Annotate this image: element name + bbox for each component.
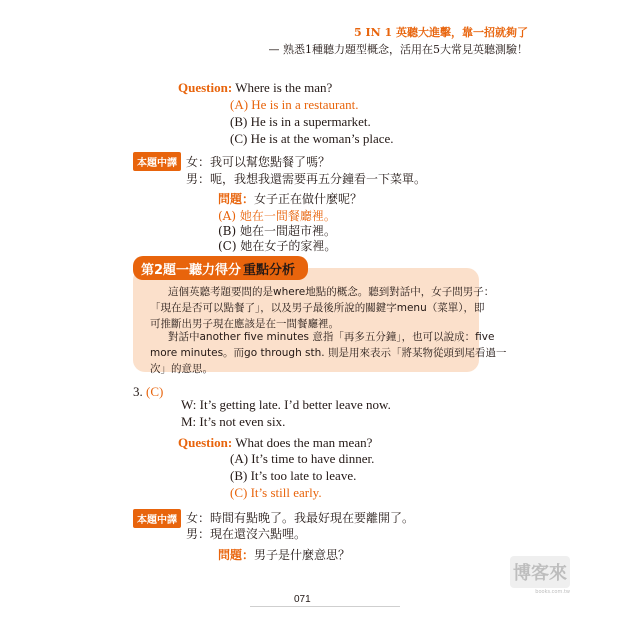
zh-question-label: 問題：	[218, 192, 255, 206]
translation-tag: 本題中譯	[133, 509, 181, 528]
question-number: 3.	[133, 384, 143, 399]
watermark-logo: 博客來	[510, 556, 570, 588]
zh-question-label: 問題：	[218, 548, 255, 562]
q3-dialogue-woman: W: It’s getting late. I’d better leave now.	[181, 397, 391, 412]
q3-zh-dialogue-man: 男：現在還沒六點哩。	[186, 527, 307, 541]
q3-option-a: (A) It’s time to have dinner.	[230, 451, 375, 466]
page-number: 071	[294, 594, 311, 605]
question-text: What does the man mean?	[235, 435, 373, 450]
analysis-title-bold: 重點分析	[243, 262, 296, 278]
q2-option-a: (A) He is in a restaurant.	[230, 97, 359, 112]
analysis-paragraph-1	[150, 284, 495, 332]
analysis-paragraph-2	[150, 329, 507, 377]
footer-divider	[250, 606, 400, 607]
q2-zh-option-c: (C) 她在女子的家裡。	[218, 239, 337, 253]
book-subtitle: — 熟悉1種聽力題型概念，活用在5大常見英聽測驗！	[268, 43, 528, 56]
q2-option-b: (B) He is in a supermarket.	[230, 114, 371, 129]
question-label: Question:	[178, 435, 233, 450]
para1-line: 這個英聽考題要問的是where地點的概念。聽到對話中，女子問男子：	[168, 286, 495, 298]
q3-zh-dialogue-woman: 女：時間有點晚了。我最好現在要離開了。	[186, 511, 415, 525]
q2-zh-option-a: (A) 她在一間餐廳裡。	[218, 209, 336, 223]
para1-line: 「現在是否可以點餐了」，以及男子最後所說的關鍵字menu（菜單），即	[150, 302, 485, 314]
q2-dialogue-man: 男：呃，我想我還需要再五分鐘看一下菜單。	[186, 172, 427, 186]
q2-option-c: (C) He is at the woman’s place.	[230, 131, 394, 146]
analysis-title-main: 第2題一聽力得分	[141, 262, 242, 278]
question-text: Where is the man?	[235, 80, 333, 95]
para2-line: 次」的意思。	[150, 363, 213, 375]
book-title: 5 IN 1 英聽大進擊，靠一招就夠了	[354, 26, 528, 39]
para2-line: more minutes。而go through sth. 則是用來表示「將某物從頭到尾看過一	[150, 347, 507, 359]
q3-dialogue-man: M: It’s not even six.	[181, 414, 286, 429]
q3-option-c: (C) It’s still early.	[230, 485, 322, 500]
q2-zh-option-b: (B) 她在一間超市裡。	[218, 224, 336, 238]
q2-question	[178, 80, 332, 96]
zh-question-text: 女子正在做什麼呢？	[254, 192, 363, 206]
q3-number	[133, 384, 163, 400]
para1-line: 可推斷出男子現在應該是在一間餐廳裡。	[150, 318, 339, 330]
question-label: Question:	[178, 80, 233, 95]
watermark-url: books.com.tw	[535, 589, 570, 595]
para2-line: 對話中another five minutes 意指「再多五分鐘」，也可以說成：five	[168, 331, 495, 343]
q3-zh-question	[218, 546, 350, 563]
translation-tag: 本題中譯	[133, 152, 181, 171]
zh-question-text: 男子是什麼意思？	[254, 548, 351, 562]
q2-dialogue-woman: 女：我可以幫您點餐了嗎？	[186, 155, 331, 169]
answer: (C)	[146, 384, 164, 399]
analysis-title	[133, 256, 308, 280]
q3-question	[178, 435, 372, 451]
q3-option-b: (B) It’s too late to leave.	[230, 468, 357, 483]
q2-zh-question	[218, 190, 362, 207]
